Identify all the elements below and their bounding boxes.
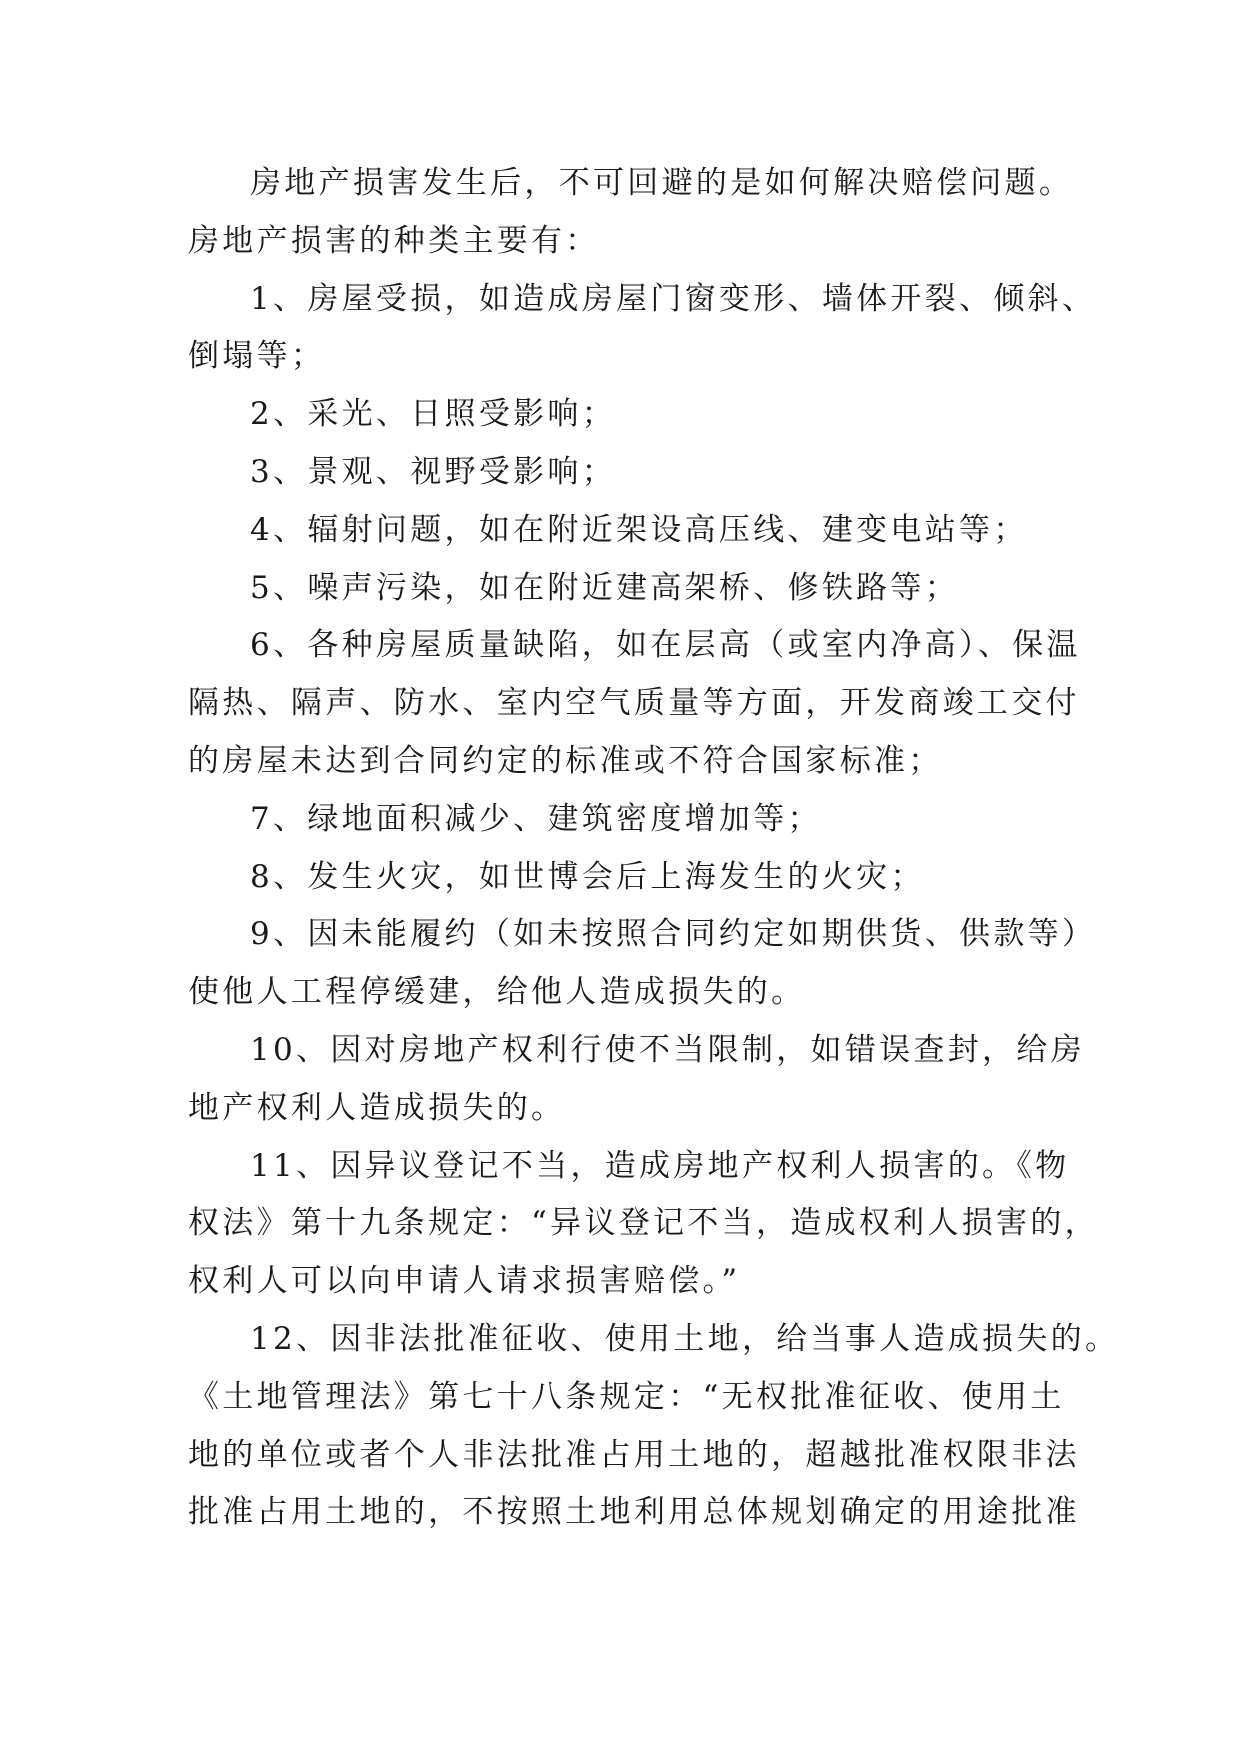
text-line: 8、发生火灾，如世博会后上海发生的火灾； (250, 858, 925, 895)
text-line: 批准占用土地的，不按照土地利用总体规划确定的用途批准 (188, 1494, 1080, 1531)
text-line: 5、噪声污染，如在附近建高架桥、修铁路等； (250, 569, 960, 606)
text-line: 6、各种房屋质量缺陷，如在层高（或室内净高）、保温 (250, 627, 1081, 664)
list-item-11 (188, 1138, 1099, 1311)
text-line: 地产权利人造成损失的。 (188, 1089, 566, 1126)
text-line: 权利人可以向申请人请求损害赔偿。” (188, 1263, 741, 1300)
text-line: 房地产损害的种类主要有： (188, 222, 600, 259)
text-line: 《土地管理法》第七十八条规定：“无权批准征收、使用土 (188, 1378, 1065, 1415)
paragraph-intro (188, 155, 1074, 271)
text-line: 1、房屋受损，如造成房屋门窗变形、墙体开裂、倾斜、 (250, 280, 1097, 317)
list-item-8 (188, 849, 1068, 907)
list-item-9 (188, 906, 1097, 1022)
list-item-7 (188, 791, 1068, 849)
text-line: 地的单位或者个人非法批准占用土地的，超越批准权限非法 (188, 1436, 1080, 1473)
text-line: 4、辐射问题，如在附近架设高压线、建变电站等； (250, 511, 1028, 548)
text-line: 的房屋未达到合同约定的标准或不符合国家标准； (188, 742, 943, 779)
list-item-10 (188, 1022, 1085, 1138)
list-item-3 (188, 444, 1068, 502)
text-line: 11、因异议登记不当，造成房地产权利人损害的。《物 (250, 1147, 1070, 1184)
document-body (188, 155, 1120, 1542)
list-item-2 (188, 386, 1068, 444)
list-item-5 (188, 560, 1068, 618)
list-item-12 (188, 1311, 1120, 1542)
text-line: 10、因对房地产权利行使不当限制，如错误查封，给房 (250, 1031, 1085, 1068)
text-line: 隔热、隔声、防水、室内空气质量等方面，开发商竣工交付 (188, 685, 1080, 722)
list-item-4 (188, 502, 1068, 560)
text-line: 9、因未能履约（如未按照合同约定如期供货、供款等） (250, 916, 1097, 953)
text-line: 使他人工程停缓建，给他人造成损失的。 (188, 974, 806, 1011)
list-item-1 (188, 271, 1097, 387)
text-line: 房地产损害发生后，不可回避的是如何解决赔偿问题。 (250, 165, 1074, 201)
text-line: 权法》第十九条规定：“异议登记不当，造成权利人损害的， (188, 1205, 1099, 1242)
text-line: 12、因非法批准征收、使用土地，给当事人造成损失的。 (250, 1320, 1120, 1357)
list-item-6 (188, 617, 1081, 790)
text-line: 2、采光、日照受影响； (250, 396, 617, 433)
text-line: 倒塌等； (188, 338, 326, 375)
text-line: 7、绿地面积减少、建筑密度增加等； (250, 800, 822, 837)
text-line: 3、景观、视野受影响； (250, 453, 617, 490)
